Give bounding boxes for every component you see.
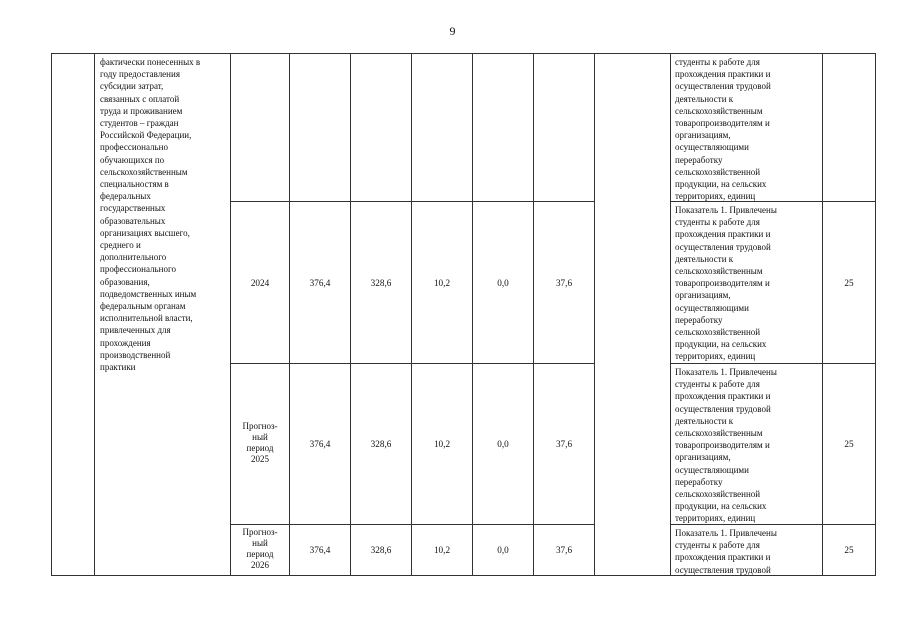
value-cell: 10,2: [433, 277, 451, 288]
target-value-cell: 25: [844, 545, 854, 555]
value-cell: 376,4: [309, 277, 331, 288]
measure-description: фактически понесенных в году предоставления субсидии затрат, связанных с оплатой труда и проживанием студентов – граждан Российской Федерации, профессионально обучающихся по сельскохозяйственным специальностям в федеральных государственных образовательных организациях высшего, среднего и дополнительного профессионального образования, подведомственных иным федеральным органам исполнительной власти, привлеченных для прохождения производственной практики: [100, 57, 201, 373]
indicator-text: студенты к работе для прохождения практики и осуществления трудовой деятельности к сельскохозяйственным товаропроизводителям и организациям, осуществляющими переработку сельскохозяйственной продукции, на сельских территориях, единиц: [675, 57, 771, 202]
value-cell: 37,6: [555, 545, 573, 555]
period-cell: Прогноз- ный период 2026: [242, 527, 278, 570]
period-cell: Прогноз- ный период 2025: [242, 421, 278, 464]
value-cell: 0,0: [497, 545, 509, 555]
column-border: [875, 53, 876, 576]
value-cell: 328,6: [370, 439, 392, 449]
period-cell: 2024: [250, 277, 270, 288]
column-border: [51, 53, 52, 576]
target-value-cell: 25: [844, 439, 854, 449]
value-cell: 328,6: [370, 545, 392, 555]
value-cell: 0,0: [497, 277, 509, 288]
target-value-cell: 25: [844, 277, 854, 288]
indicator-text: Показатель 1. Привлечены студенты к работе для прохождения практики и осуществления трудовой деятельности к сельскохозяйственным товаропроизводителям и организациям, осуществляющими переработку сельскохозяйственной продукции, на сельских территориях, единиц: [675, 367, 777, 524]
table-top-border: [51, 53, 876, 54]
value-cell: 0,0: [497, 439, 509, 449]
value-cell: 376,4: [309, 545, 331, 555]
page-number: 9: [449, 24, 456, 38]
column-border: [94, 53, 95, 576]
value-cell: 37,6: [555, 277, 573, 288]
column-border: [594, 53, 595, 576]
value-cell: 37,6: [555, 439, 573, 449]
value-cell: 10,2: [433, 545, 451, 555]
value-cell: 328,6: [370, 277, 392, 288]
value-cell: 10,2: [433, 439, 451, 449]
value-cell: 376,4: [309, 439, 331, 449]
column-border: [670, 53, 671, 576]
indicator-text: Показатель 1. Привлечены студенты к работе для прохождения практики и осуществления трудовой: [675, 528, 777, 575]
indicator-text: Показатель 1. Привлечены студенты к работе для прохождения практики и осуществления трудовой деятельности к сельскохозяйственным товаропроизводителям и организациям, осуществляющими переработку сельскохозяйственной продукции, на сельских территориях, единиц: [675, 205, 777, 362]
